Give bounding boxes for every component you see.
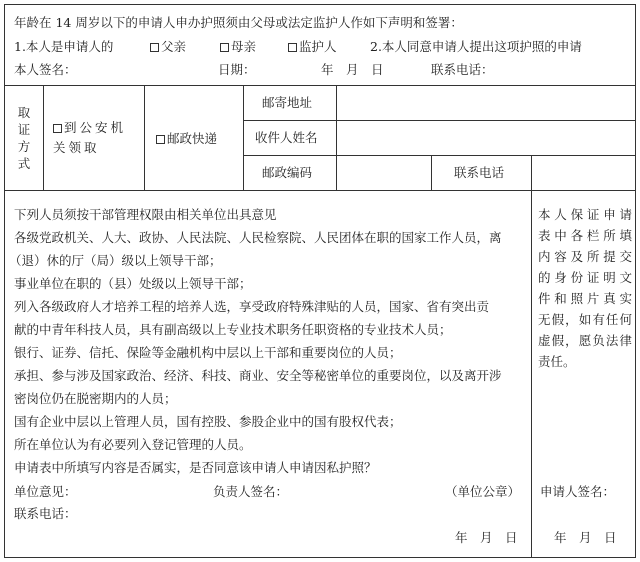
declaration-line-6: 无假，如有任何 (538, 312, 632, 327)
declaration-line-8: 责任。 (538, 354, 576, 369)
declaration-line-5: 件和照片真实 (538, 291, 632, 306)
mail-address-label: 邮寄地址 (262, 95, 313, 110)
opinion-line-7: 银行、证券、信托、保险等金融机构中层以上干部和重要岗位的人员； (14, 345, 402, 360)
col-line-e (431, 155, 432, 190)
express-checkbox[interactable] (156, 135, 165, 144)
guardian-date-label: 日期： (218, 62, 256, 77)
opinion-line-3: （退）休的厅（局）级以上领导干部； (9, 253, 222, 268)
method-char-4: 式 (17, 156, 31, 171)
guardian-intro: 年龄在 14 周岁以下的申请人申办护照须由父母或法定监护人作如下声明和签署： (14, 15, 463, 30)
form-container (4, 4, 636, 558)
applicant-date: 年 月 日 (554, 530, 617, 545)
method-char-2: 证 (17, 122, 31, 137)
mother-label: 母亲 (231, 39, 257, 54)
pickup-checkbox[interactable] (53, 124, 62, 133)
collection-method-label (17, 104, 31, 172)
declaration-line-3: 内容及所提交 (538, 249, 632, 264)
recipient-name-label: 收件人姓名 (255, 130, 318, 145)
opinion-line-10: 国有企业中层以上管理人员，国有控股、参股企业中的国有股权代表； (14, 414, 402, 429)
option-mother[interactable] (220, 39, 256, 55)
method-char-1: 取 (17, 105, 31, 120)
opinion-line-12: 申请表中所填写内容是否属实，是否同意该申请人申请因私护照？ (14, 460, 377, 475)
applicant-sign-label: 申请人签名： (540, 484, 616, 499)
method-char-3: 方 (17, 139, 31, 154)
declaration-line-2: 表中各栏所填 (538, 228, 632, 243)
guardian-checkbox[interactable] (288, 43, 297, 52)
postcode-field[interactable] (337, 156, 431, 190)
unit-phone-label: 联系电话： (14, 506, 77, 521)
consent-statement: 2.本人同意申请人提出这项护照的申请 (370, 39, 582, 54)
postcode-label: 邮政编码 (262, 165, 313, 180)
declaration-line-4: 的身份证明文 (538, 270, 632, 285)
guardian-label: 监护人 (299, 39, 337, 54)
father-checkbox[interactable] (150, 43, 159, 52)
declaration-line-1: 本人保证申请 (538, 207, 632, 222)
father-label: 父亲 (161, 39, 187, 54)
col-line-c (243, 86, 244, 190)
pickup-label-2: 关领取 (53, 140, 100, 155)
recipient-name-field[interactable] (337, 121, 635, 155)
opinion-line-9: 密岗位仍在脱密期内的人员； (14, 391, 177, 406)
unit-date: 年 月 日 (455, 530, 518, 545)
option-pickup[interactable] (53, 118, 126, 158)
col-line-b (144, 86, 145, 190)
opinion-line-2: 各级党政机关、人大、政协、人民法院、人民检察院、人民团体在职的国家工作人员，离 (14, 230, 502, 245)
option-express[interactable] (156, 129, 217, 149)
opinion-line-11: 所在单位认为有必要列入登记管理的人员。 (14, 437, 252, 452)
opinion-line-1: 下列人员须按干部管理权限由相关单位出具意见 (14, 207, 277, 222)
opinion-line-6: 献的中青年科技人员，具有副高级以上专业技术职务任职资格的专业技术人员； (14, 322, 452, 337)
mother-checkbox[interactable] (220, 43, 229, 52)
guardian-sign-label: 本人签名： (14, 62, 77, 77)
guardian-date-parts: 年 月 日 (321, 62, 384, 77)
opinion-line-4: 事业单位在职的（县）处级以上领导干部； (14, 276, 252, 291)
divider-2 (5, 190, 635, 191)
col-line-a (43, 86, 44, 190)
option-father[interactable] (150, 39, 186, 55)
contact-phone-field[interactable] (532, 156, 635, 190)
pickup-label-1: 到公安机 (64, 120, 127, 135)
contact-phone-label: 联系电话 (454, 165, 505, 180)
option-guardian[interactable] (288, 39, 337, 55)
unit-opinion-label: 单位意见： (14, 484, 77, 499)
express-label: 邮政快递 (167, 131, 218, 146)
opinion-line-5: 列入各级政府人才培养工程的培养人选，享受政府特殊津贴的人员，国家、省有突出贡 (14, 299, 490, 314)
unit-seal-label: （单位公章） (445, 484, 521, 499)
opinion-line-8: 承担、参与涉及国家政治、经济、科技、商业、安全等秘密单位的重要岗位，以及离开涉 (14, 368, 502, 383)
leader-sign-label: 负责人签名： (213, 484, 289, 499)
col-line-g (531, 191, 532, 557)
mail-address-field[interactable] (337, 86, 635, 120)
relation-prefix: 1.本人是申请人的 (14, 39, 114, 54)
declaration-line-7: 虚假，愿负法律 (538, 333, 632, 348)
guardian-phone-label: 联系电话： (431, 62, 494, 77)
